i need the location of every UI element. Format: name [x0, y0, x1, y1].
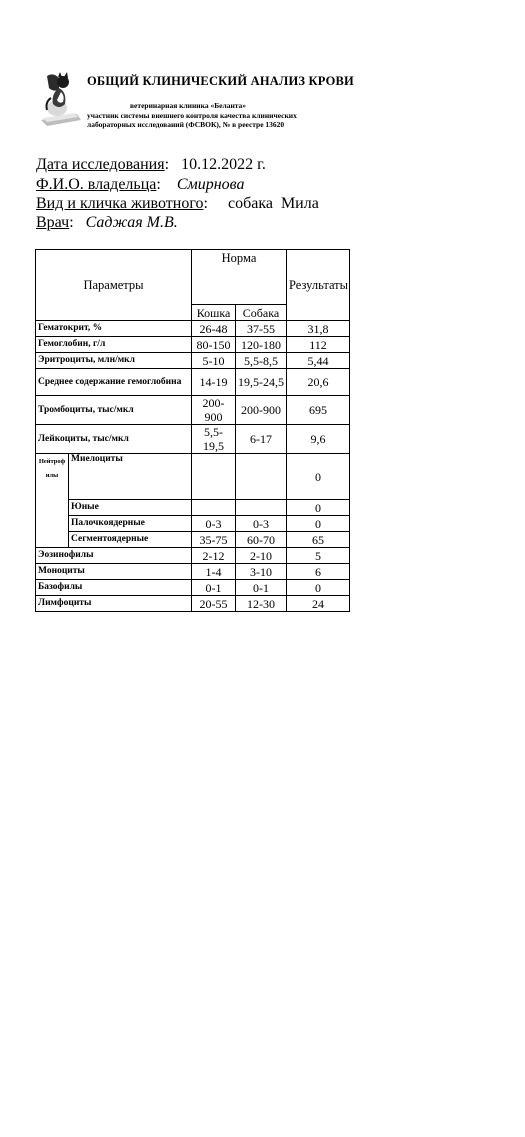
- param-name: Эритроциты, млн/мкл: [36, 353, 192, 369]
- norm-dog: 0-3: [236, 516, 287, 532]
- norm-dog: [236, 500, 287, 516]
- param-name: Юные: [69, 500, 192, 516]
- result-value: 31,8: [287, 321, 350, 337]
- norm-cat: 20-55: [192, 596, 236, 612]
- table-row: [36, 596, 350, 612]
- study-date-row: Дата исследования: 10.12.2022 г.: [36, 156, 266, 173]
- norm-dog: 60-70: [236, 532, 287, 548]
- param-name: Моноциты: [36, 564, 192, 580]
- norm-cat: 14-19: [192, 369, 236, 396]
- norm-dog: 19,5-24,5: [236, 369, 287, 396]
- norm-cat: [192, 454, 236, 500]
- norm-cat: 1-4: [192, 564, 236, 580]
- accreditation-note: [87, 111, 297, 129]
- doctor-row: Врач: Саджая М.В.: [36, 214, 178, 231]
- result-value: 5,44: [287, 353, 350, 369]
- norm-dog: 5,5-8,5: [236, 353, 287, 369]
- norm-cat: 0-1: [192, 580, 236, 596]
- table-row: [36, 548, 350, 564]
- norm-cat: 5,5-19,5: [192, 425, 236, 454]
- norm-dog: 2-10: [236, 548, 287, 564]
- norm-dog: 37-55: [236, 321, 287, 337]
- result-value: 5: [287, 548, 350, 564]
- norm-cat: 200-900: [192, 396, 236, 425]
- result-value: 6: [287, 564, 350, 580]
- table-row: [36, 564, 350, 580]
- animal-label: Вид и кличка животного: [36, 195, 204, 212]
- norm-dog: 6-17: [236, 425, 287, 454]
- norm-dog: [236, 454, 287, 500]
- norm-cat: 35-75: [192, 532, 236, 548]
- param-name: Гематокрит, %: [36, 321, 192, 337]
- owner-value: Смирнова: [176, 176, 245, 193]
- table-row: [36, 337, 350, 353]
- param-name: Эозинофилы: [36, 548, 192, 564]
- result-value: 0: [287, 454, 350, 500]
- param-name: Лимфоциты: [36, 596, 192, 612]
- norm-cat: 5-10: [192, 353, 236, 369]
- norm-cat: 2-12: [192, 548, 236, 564]
- study-date-label: Дата исследования: [36, 156, 165, 173]
- table-row: [36, 580, 350, 596]
- table-row: [36, 321, 350, 337]
- param-name: Палочкоядерные: [69, 516, 192, 532]
- accreditation-line: участник системы внешнего контроля качества клинических: [87, 111, 297, 120]
- params-header: Параметры: [36, 250, 192, 321]
- table-row: [36, 396, 350, 425]
- norm-header: Норма: [192, 250, 287, 305]
- result-value: 0: [287, 500, 350, 516]
- table-row: [36, 532, 350, 548]
- doctor-value: Саджая М.В.: [85, 214, 178, 231]
- result-value: 695: [287, 396, 350, 425]
- result-value: 24: [287, 596, 350, 612]
- result-value: 20,6: [287, 369, 350, 396]
- neutrophils-group-label: Нейтрофилы: [36, 454, 69, 548]
- param-name: Лейкоциты, тыс/мкл: [36, 425, 192, 454]
- norm-cat: 80-150: [192, 337, 236, 353]
- document-title: ОБЩИЙ КЛИНИЧЕСКИЙ АНАЛИЗ КРОВИ: [87, 74, 354, 88]
- norm-dog: 120-180: [236, 337, 287, 353]
- param-name: Среднее содержание гемоглобина: [36, 369, 192, 396]
- param-name: Гемоглобин, г/л: [36, 337, 192, 353]
- norm-dog: 3-10: [236, 564, 287, 580]
- result-value: 9,6: [287, 425, 350, 454]
- cat-header: Кошка: [192, 305, 236, 321]
- table-row: [36, 353, 350, 369]
- clinic-logo: [37, 68, 83, 126]
- param-name: Сегментоядерные: [69, 532, 192, 548]
- table-row: [36, 454, 350, 500]
- table-row: [36, 369, 350, 396]
- result-value: 65: [287, 532, 350, 548]
- param-name: Тромбоциты, тыс/мкл: [36, 396, 192, 425]
- animal-row: Вид и кличка животного: собака Мила: [36, 195, 319, 212]
- study-date-value: 10.12.2022 г.: [181, 156, 266, 173]
- table-row: [36, 425, 350, 454]
- table-row: [36, 500, 350, 516]
- result-value: 0: [287, 580, 350, 596]
- owner-label: Ф.И.О. владельца: [36, 176, 157, 193]
- norm-cat: [192, 500, 236, 516]
- param-name: Базофилы: [36, 580, 192, 596]
- norm-cat: 0-3: [192, 516, 236, 532]
- param-name: Миелоциты: [69, 454, 192, 500]
- accreditation-line: лабораторных исследований (ФСВОК), № в реестре 13620: [87, 120, 285, 129]
- norm-cat: 26-48: [192, 321, 236, 337]
- animal-value: собака Мила: [227, 195, 319, 212]
- results-header: Результаты: [287, 250, 350, 321]
- table-row: [36, 516, 350, 532]
- result-value: 0: [287, 516, 350, 532]
- norm-dog: 12-30: [236, 596, 287, 612]
- norm-dog: 200-900: [236, 396, 287, 425]
- dog-header: Собака: [236, 305, 287, 321]
- clinic-name: ветеринарная клиника «Беланта»: [130, 101, 247, 110]
- norm-dog: 0-1: [236, 580, 287, 596]
- doctor-label: Врач: [36, 214, 70, 231]
- owner-row: Ф.И.О. владельца: Смирнова: [36, 176, 245, 193]
- blood-test-table: [35, 249, 350, 612]
- result-value: 112: [287, 337, 350, 353]
